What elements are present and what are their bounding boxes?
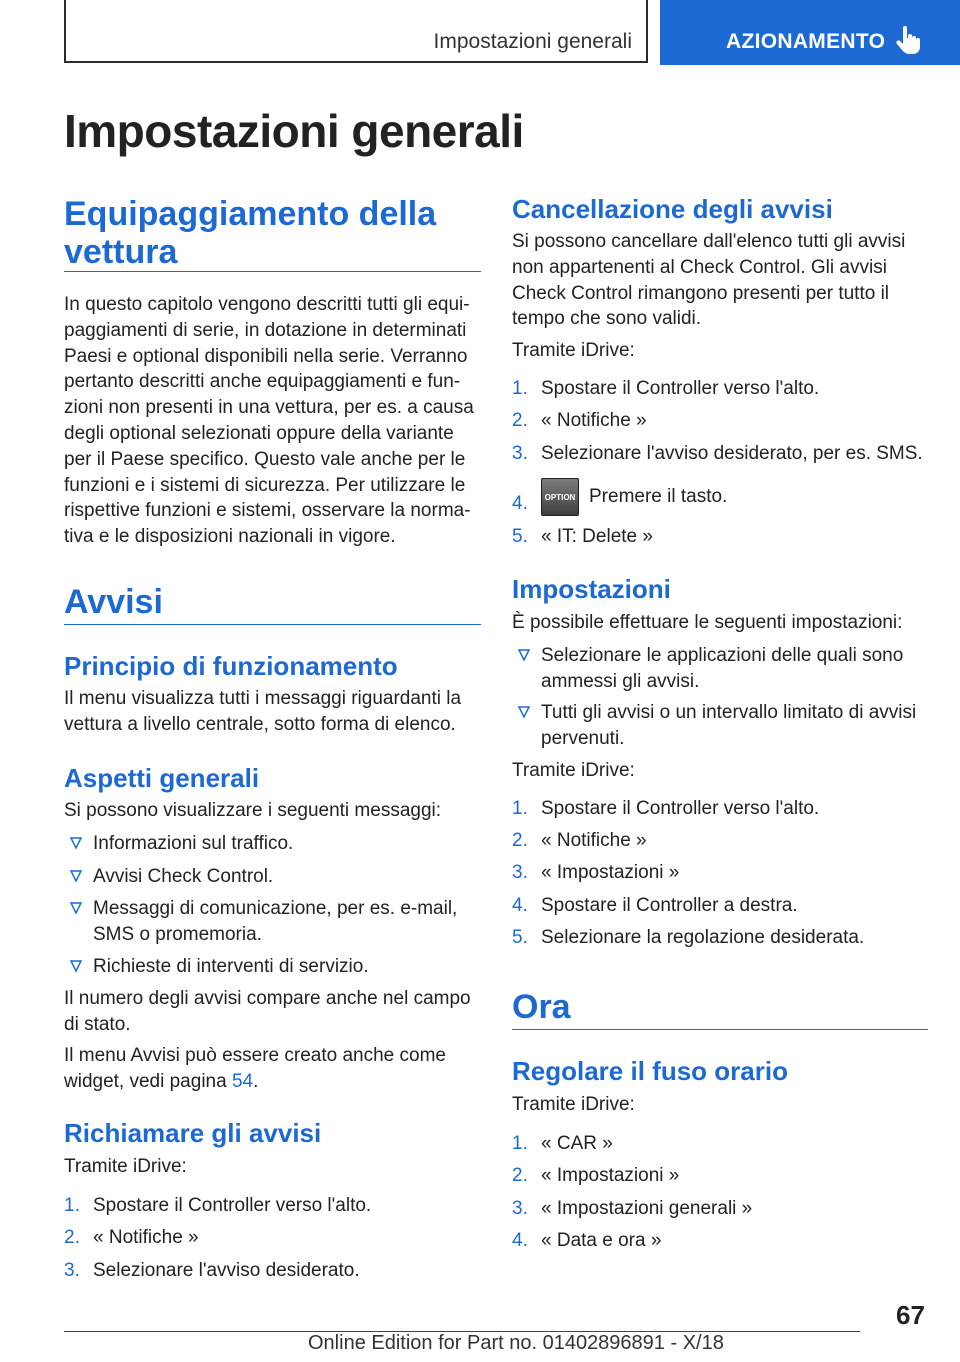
bullet-triangle-icon: [70, 869, 82, 883]
step-text: « CAR »: [541, 1133, 613, 1154]
step-number: 4.: [512, 493, 528, 514]
step-text: Spostare il Controller verso l'alto.: [541, 798, 820, 819]
step-text: Selezionare l'avviso desiderato.: [93, 1260, 360, 1281]
step-number: 2.: [512, 1165, 528, 1186]
bullet-triangle-icon: [518, 648, 530, 662]
page-title: Impostazioni generali: [64, 105, 524, 157]
list-item-text: Richieste di interventi di servizio.: [93, 956, 369, 977]
ora-heading-rule: [512, 1029, 928, 1030]
step-number: 1.: [64, 1195, 80, 1216]
page-number: 67: [896, 1300, 925, 1330]
principio-text: Il menu visualizza tutti i messaggi riguardanti la vettura a livello centrale, sotto forma di elenco.: [64, 688, 462, 735]
equipment-heading-rule: [64, 271, 481, 272]
impostazioni-heading: Impostazioni: [512, 574, 671, 604]
equipment-text: In questo capitolo vengono descritti tutti gli equi-paggiamenti di serie, in dotazione in determinati Paesi e optional disponibili nella serie. Verranno pertanto descritti anche equipaggiamenti e fun-zioni non presenti in una vettura, per es. a causa degli optional selezionati oppure della variante per il Paese specifico. Questo vale anche per le funzioni e i sistemi di sicurezza. Per utilizzare le rispettive funzioni e sistemi, osservare la norma-tiva e le disposizioni nazionali in vigore.: [64, 294, 474, 548]
page-link-54[interactable]: 54: [231, 1070, 254, 1092]
widget-text-suffix: .: [253, 1070, 259, 1092]
step-number: 1.: [512, 1133, 528, 1154]
list-item-text: Selezionare le applicazioni delle quali sono ammessi gli avvisi.: [541, 645, 904, 692]
step-text-with-button: [541, 478, 727, 516]
list-item-text: Tutti gli avvisi o un intervallo limitato di avvisi pervenuti.: [541, 702, 917, 749]
widget-text: [64, 1043, 464, 1095]
list-item: [64, 896, 481, 950]
fuso-heading: Regolare il fuso orario: [512, 1056, 788, 1086]
step-text: « Impostazioni generali »: [541, 1198, 753, 1219]
aspetti-heading: Aspetti generali: [64, 763, 260, 793]
list-item-text: Messaggi di comunicazione, per es. e-mail, SMS o promemoria.: [93, 898, 458, 945]
list-item-text: Informazioni sul traffico.: [93, 833, 294, 854]
option-button-icon: OPTION: [541, 478, 579, 516]
impostazioni-intro: È possibile effettuare le seguenti impostazioni:: [512, 612, 903, 633]
header-chapter-label: AZIONAMENTO: [726, 30, 886, 53]
step-number: 3.: [512, 443, 528, 464]
step-number: 2.: [512, 830, 528, 851]
step-number: 2.: [64, 1227, 80, 1248]
bullet-triangle-icon: [518, 705, 530, 719]
step-text: Spostare il Controller verso l'alto.: [93, 1195, 372, 1216]
step-number: 5.: [512, 927, 528, 948]
step-number: 3.: [512, 862, 528, 883]
richiamare-intro: Tramite iDrive:: [64, 1156, 187, 1177]
pointing-hand-icon: [896, 26, 922, 54]
step-text: « Impostazioni »: [541, 862, 680, 883]
step-number: 5.: [512, 526, 528, 547]
step-number: 2.: [512, 410, 528, 431]
step-text: Selezionare l'avviso desiderato, per es. SMS.: [541, 443, 923, 464]
ora-heading: Ora: [512, 988, 571, 1026]
avvisi-heading: Avvisi: [64, 583, 163, 621]
step-number: 4.: [512, 1230, 528, 1251]
aspetti-intro: Si possono visualizzare i seguenti messaggi:: [64, 800, 442, 821]
equipment-heading-line1: Equipaggiamento della: [64, 195, 437, 233]
impostazioni-intro2: Tramite iDrive:: [512, 760, 635, 781]
step-text: Spostare il Controller verso l'alto.: [541, 378, 820, 399]
cancellazione-intro: Tramite iDrive:: [512, 340, 635, 361]
numero-text: Il numero degli avvisi compare anche nel campo di stato.: [64, 988, 471, 1035]
step-number: 1.: [512, 378, 528, 399]
header-section-title: Impostazioni generali: [433, 30, 632, 53]
widget-text-body: Il menu Avvisi può essere creato anche come widget, vedi pagina: [64, 1045, 446, 1092]
step-number: 4.: [512, 895, 528, 916]
fuso-intro: Tramite iDrive:: [512, 1094, 635, 1115]
bullet-triangle-icon: [70, 901, 82, 915]
step-text: Spostare il Controller a destra.: [541, 895, 798, 916]
principio-heading: Principio di funzionamento: [64, 651, 398, 681]
bullet-triangle-icon: [70, 836, 82, 850]
avvisi-heading-rule: [64, 624, 481, 625]
cancellazione-text: Si possono cancellare dall'elenco tutti gli avvisi non appartenenti al Check Control. Gli avvisi Check Control rimangono presenti per tutto il tempo che sono validi.: [512, 231, 906, 330]
richiamare-heading: Richiamare gli avvisi: [64, 1118, 322, 1148]
footer-edition: Online Edition for Part no. 01402896891 - X/18: [308, 1332, 724, 1354]
step-text: « Data e ora »: [541, 1230, 662, 1251]
list-item: [512, 700, 928, 754]
list-item: [512, 643, 928, 697]
equipment-heading: [64, 195, 436, 271]
bullet-triangle-icon: [70, 959, 82, 973]
cancellazione-heading: Cancellazione degli avvisi: [512, 194, 833, 224]
step-number: 3.: [512, 1198, 528, 1219]
step-text: « Impostazioni »: [541, 1165, 680, 1186]
header-chapter-tab[interactable]: [660, 0, 960, 65]
step-text: « Notifiche »: [93, 1227, 199, 1248]
header-section-box: [64, 0, 648, 63]
step-item: [512, 478, 928, 518]
step-text: « IT: Delete »: [541, 526, 653, 547]
step-number: 1.: [512, 798, 528, 819]
equipment-heading-line2: vettura: [64, 233, 178, 271]
step-number: 3.: [64, 1260, 80, 1281]
step-text: « Notifiche »: [541, 830, 647, 851]
step-text: Premere il tasto.: [589, 486, 728, 508]
step-text: Selezionare la regolazione desiderata.: [541, 927, 865, 948]
list-item-text: Avvisi Check Control.: [93, 866, 274, 887]
step-text: « Notifiche »: [541, 410, 647, 431]
